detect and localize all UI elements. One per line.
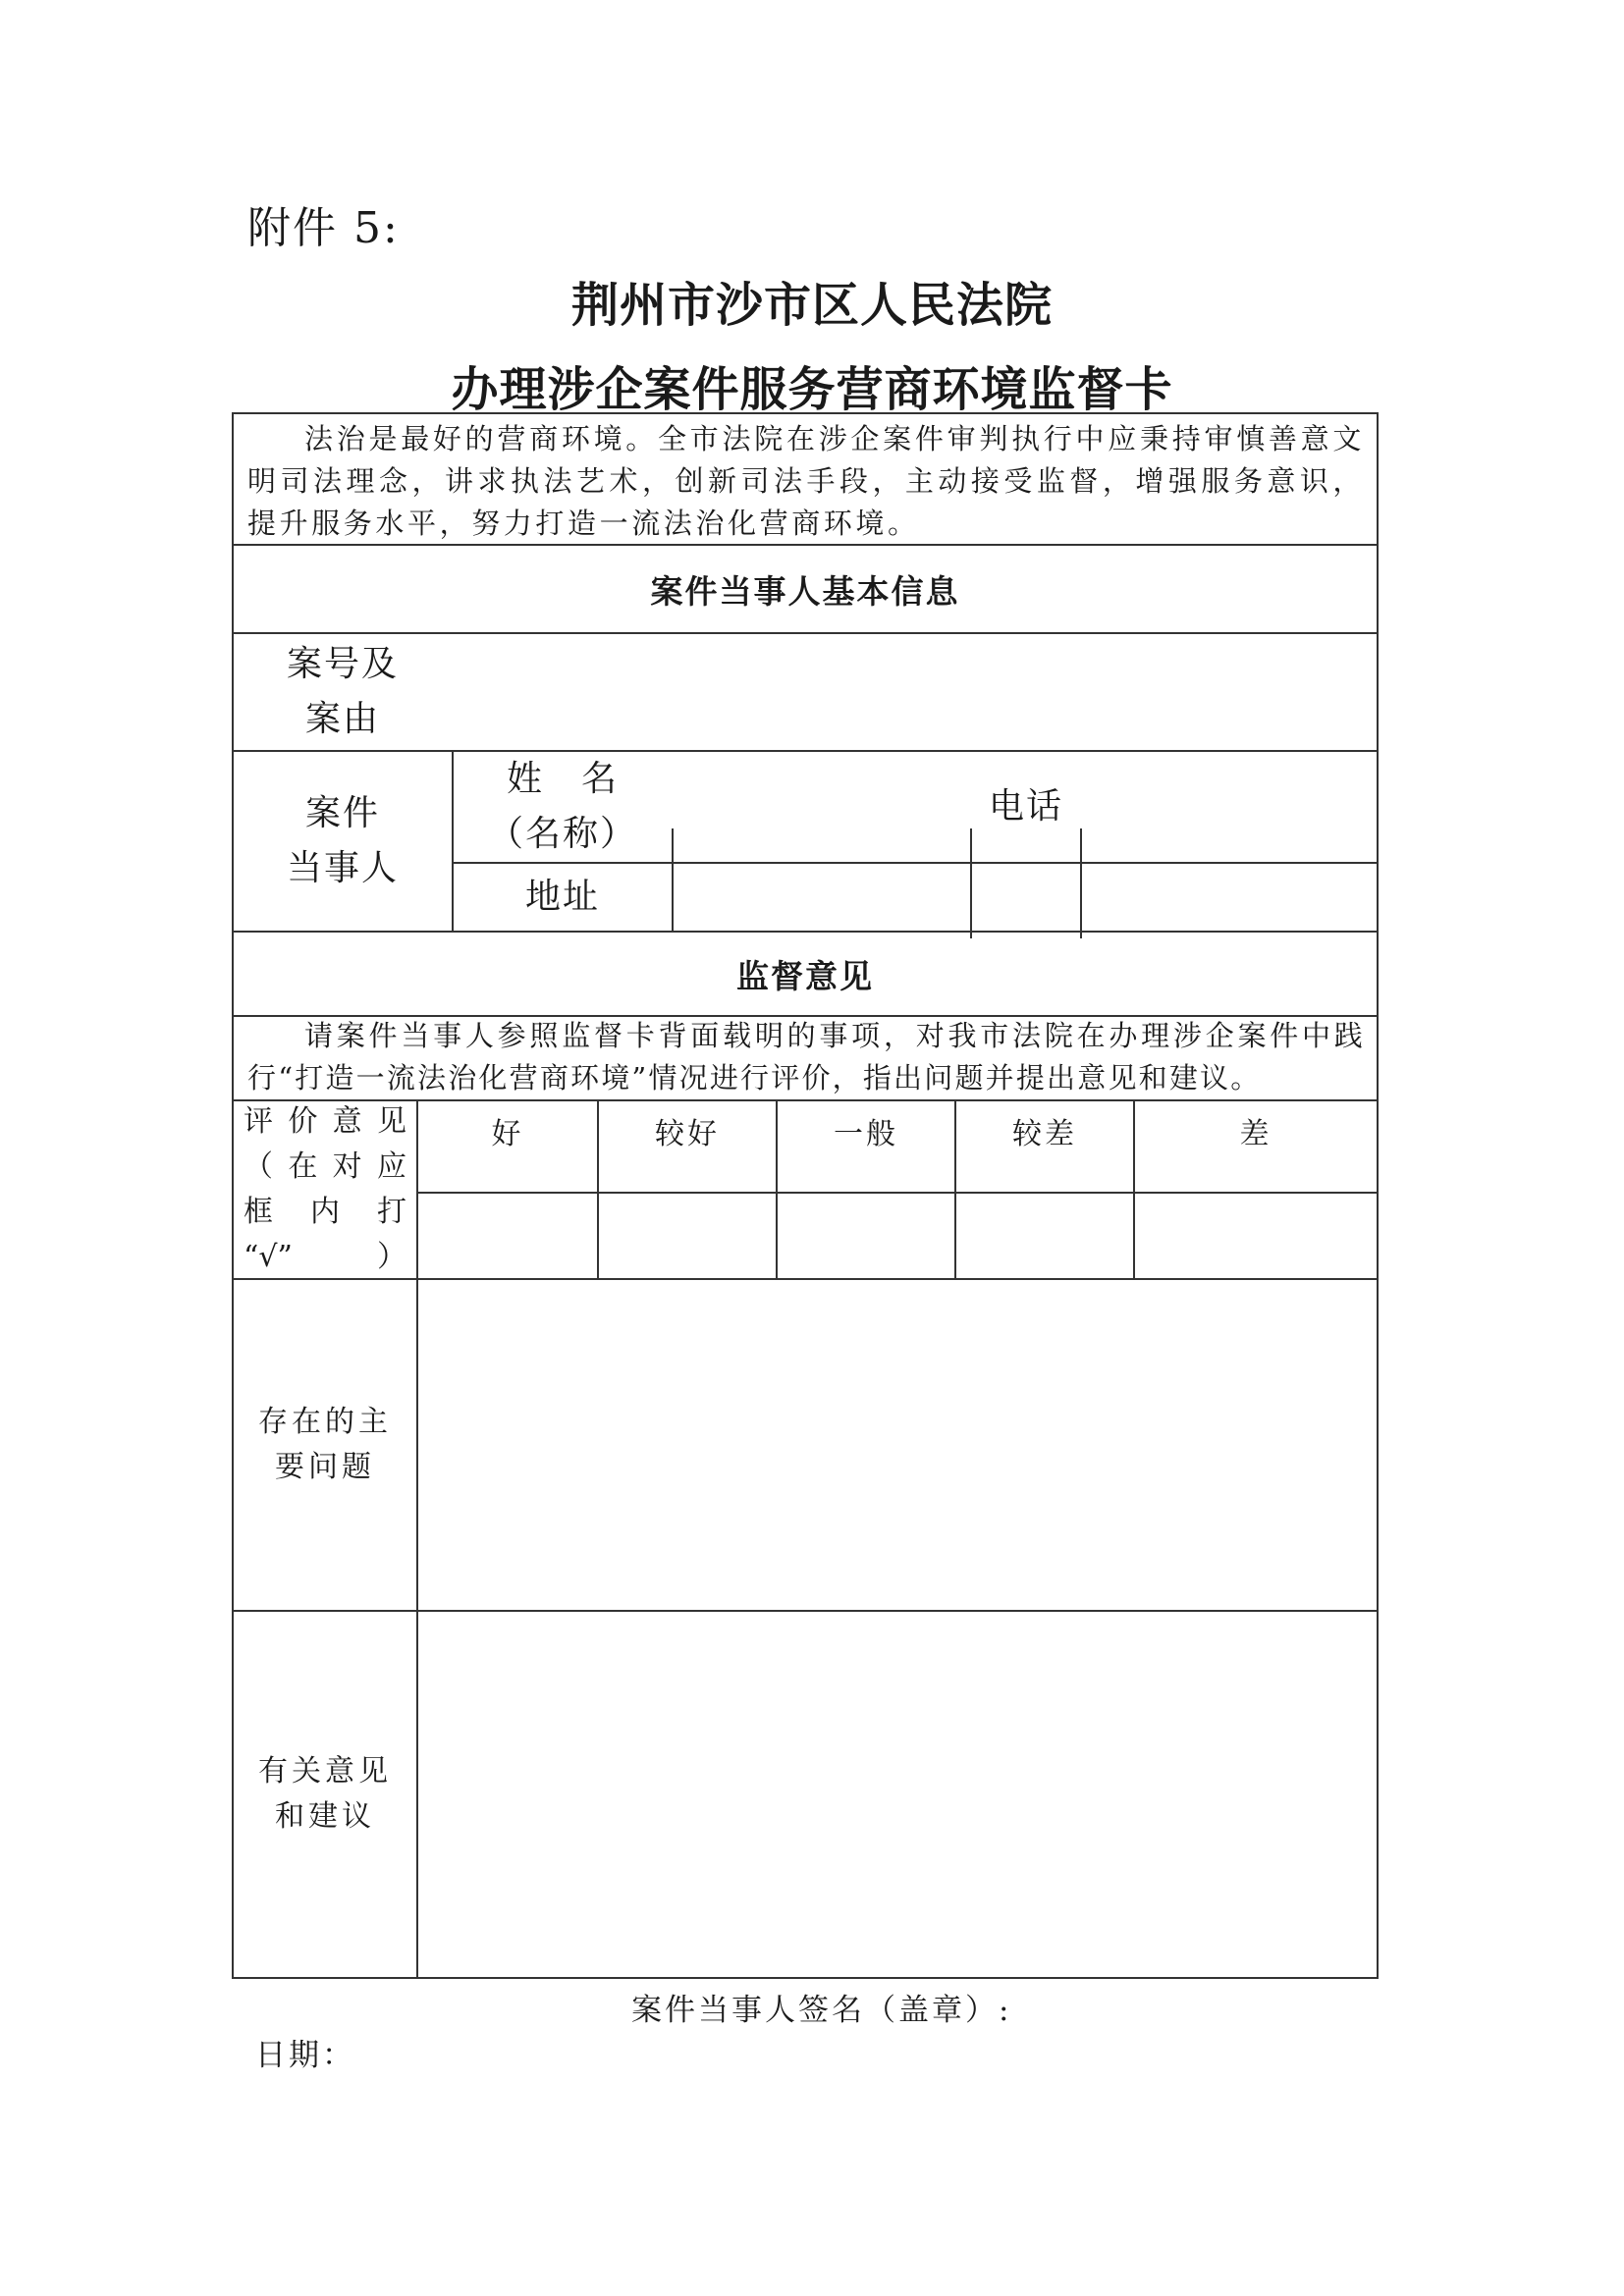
party-label-line1: 案件 bbox=[304, 793, 380, 833]
rating-checkbox-poor[interactable] bbox=[1135, 1194, 1377, 1278]
suggestions-label bbox=[234, 1612, 416, 1977]
rating-checkbox-fairly-poor[interactable] bbox=[956, 1194, 1133, 1278]
evaluation-label-line: “√”） bbox=[244, 1240, 406, 1274]
phone-label: 电话 bbox=[988, 786, 1063, 827]
evaluation-label bbox=[244, 1099, 406, 1280]
address-field[interactable] bbox=[674, 864, 1377, 931]
suggestions-label-line1: 有关意见 bbox=[258, 1754, 392, 1789]
supervision-instructions: 请案件当事人参照监督卡背面载明的事项，对我市法院在办理涉企案件中践行“打造一流法治化营商环境”情况进行评价，指出问题并提出意见和建议。 bbox=[247, 1019, 1365, 1095]
supervision-card-form bbox=[232, 412, 1379, 1979]
rating-option-fairly-good: 较好 bbox=[655, 1117, 720, 1151]
name-label-line2: （名称） bbox=[487, 814, 637, 854]
evaluation-label-line: 评价意见 bbox=[244, 1104, 406, 1139]
section-heading-supervision: 监督意见 bbox=[736, 956, 874, 995]
suggestions-field[interactable] bbox=[418, 1612, 1377, 1977]
case-number-field[interactable] bbox=[454, 634, 1377, 750]
date-label: 日期： bbox=[255, 2038, 355, 2073]
suggestions-label-line2: 和建议 bbox=[275, 1799, 375, 1834]
name-label bbox=[454, 752, 672, 862]
signature-label: 案件当事人签名（盖章）: bbox=[631, 1993, 1012, 2028]
problems-label-line2: 要问题 bbox=[275, 1450, 375, 1484]
evaluation-label-line: 框内打 bbox=[244, 1195, 406, 1229]
address-label: 地址 bbox=[524, 877, 600, 917]
party-label-line2: 当事人 bbox=[286, 848, 399, 888]
name-label-line1: 姓 名 bbox=[506, 759, 619, 799]
rating-option-good: 好 bbox=[491, 1117, 524, 1151]
name-field[interactable] bbox=[674, 752, 970, 862]
rating-checkbox-fairly-good[interactable] bbox=[599, 1194, 776, 1278]
phone-field[interactable] bbox=[1082, 752, 1377, 862]
attachment-label: 附件 5: bbox=[247, 203, 400, 253]
case-number-label-line2: 案由 bbox=[304, 699, 380, 739]
evaluation-label-line: （在对应 bbox=[244, 1149, 406, 1184]
rating-option-fairly-poor: 较差 bbox=[1012, 1117, 1077, 1151]
case-number-label-line1: 案号及 bbox=[286, 644, 399, 684]
rating-option-poor: 差 bbox=[1239, 1117, 1272, 1151]
rating-option-average: 一般 bbox=[834, 1117, 898, 1151]
rating-checkbox-good[interactable] bbox=[418, 1194, 597, 1278]
problems-label bbox=[234, 1280, 416, 1610]
rating-checkbox-average[interactable] bbox=[778, 1194, 954, 1278]
section-heading-basic-info: 案件当事人基本信息 bbox=[650, 571, 960, 611]
case-number-label bbox=[234, 634, 452, 750]
party-label bbox=[234, 752, 452, 931]
problems-field[interactable] bbox=[418, 1280, 1377, 1610]
problems-label-line1: 存在的主 bbox=[258, 1405, 392, 1439]
intro-paragraph: 法治是最好的营商环境。全市法院在涉企案件审判执行中应秉持审慎善意文明司法理念，讲求执法艺术，创新司法手段，主动接受监督，增强服务意识，提升服务水平，努力打造一流法治化营商环境。 bbox=[247, 422, 1365, 540]
page-subtitle: 办理涉企案件服务营商环境监督卡 bbox=[451, 362, 1173, 417]
page-title: 荆州市沙市区人民法院 bbox=[570, 278, 1053, 333]
